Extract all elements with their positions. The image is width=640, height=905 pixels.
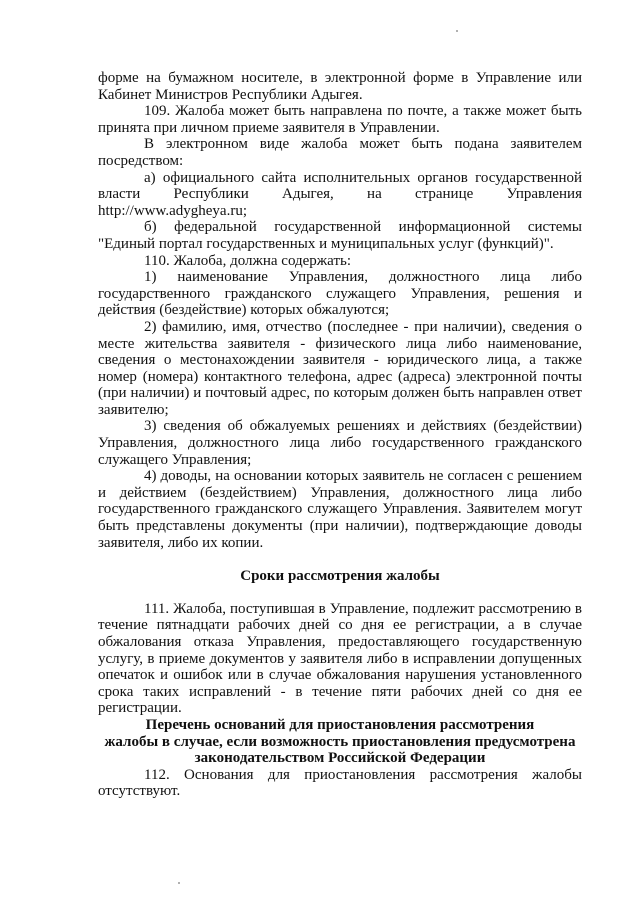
section-heading-suspension-line-1: Перечень оснований для приостановления рассмотрения xyxy=(145,716,535,733)
paragraph-electronic-submission: В электронном виде жалоба может быть подана заявителем посредством: xyxy=(98,136,582,169)
paragraph-item-2: 2) фамилию, имя, отчество (последнее - при наличии), сведения о месте жительства заявителя - физического лица либо наименование, сведения о местонахождении заявителя - юридического лица, а также номер (номера) контактного телефона, адрес (адреса) электронной почты (при наличии) и почтовый адрес, по которым должен быть направлен ответ заявителю; xyxy=(98,318,582,418)
scan-speck xyxy=(178,882,180,884)
paragraph-continuation: форме на бумажном носителе, в электронной форме в Управление или Кабинет Министров Республики Адыгея. xyxy=(98,70,582,103)
section-heading-suspension-line-2: жалобы в случае, если возможность приостановления предусмотрена xyxy=(104,733,576,750)
paragraph-109: 109. Жалоба может быть направлена по почте, а также может быть принята при личном приеме заявителя в Управлении. xyxy=(98,103,582,136)
section-heading-review-terms: Сроки рассмотрения жалобы xyxy=(240,568,440,585)
paragraph-item-4: 4) доводы, на основании которых заявитель не согласен с решением и действием (бездействием) Управления, должностного лица либо государственного гражданского служащего Управления. Заявителем могут быть представлены документы (при наличии), подтверждающие доводы заявителя, либо их копии. xyxy=(98,468,582,551)
document-body xyxy=(98,70,582,800)
section-heading-suspension-line-3: законодательством Российской Федерации xyxy=(194,750,486,767)
paragraph-item-1: 1) наименование Управления, должностного лица либо государственного гражданского служащего Управления, решения и действия (бездействие) которых обжалуются; xyxy=(98,269,582,319)
paragraph-110: 110. Жалоба, должна содержать: xyxy=(144,252,352,269)
paragraph-item-3: 3) сведения об обжалуемых решениях и действиях (бездействии) Управления, должностного лица либо государственного гражданского служащего Управления; xyxy=(98,418,582,468)
paragraph-item-b: б) федеральной государственной информационной системы "Единый портал государственных и муниципальных услуг (функций)". xyxy=(98,219,582,252)
paragraph-item-a: а) официального сайта исполнительных органов государственной власти Республики Адыгея, на странице Управления http://www.adygheya.ru; xyxy=(98,169,582,219)
paragraph-112: 112. Основания для приостановления рассмотрения жалобы отсутствуют. xyxy=(98,766,582,800)
scan-speck xyxy=(456,30,458,32)
paragraph-111: 111. Жалоба, поступившая в Управление, подлежит рассмотрению в течение пятнадцати рабочих дней со дня ее регистрации, а в случае обжалования отказа Управления, предоставляющего государственную услугу, в приеме документов у заявителя либо в исправлении допущенных опечаток и ошибок или в случае обжалования нарушения установленного срока таких исправлений - в течение пяти рабочих дней со дня ее регистрации. xyxy=(98,600,582,717)
